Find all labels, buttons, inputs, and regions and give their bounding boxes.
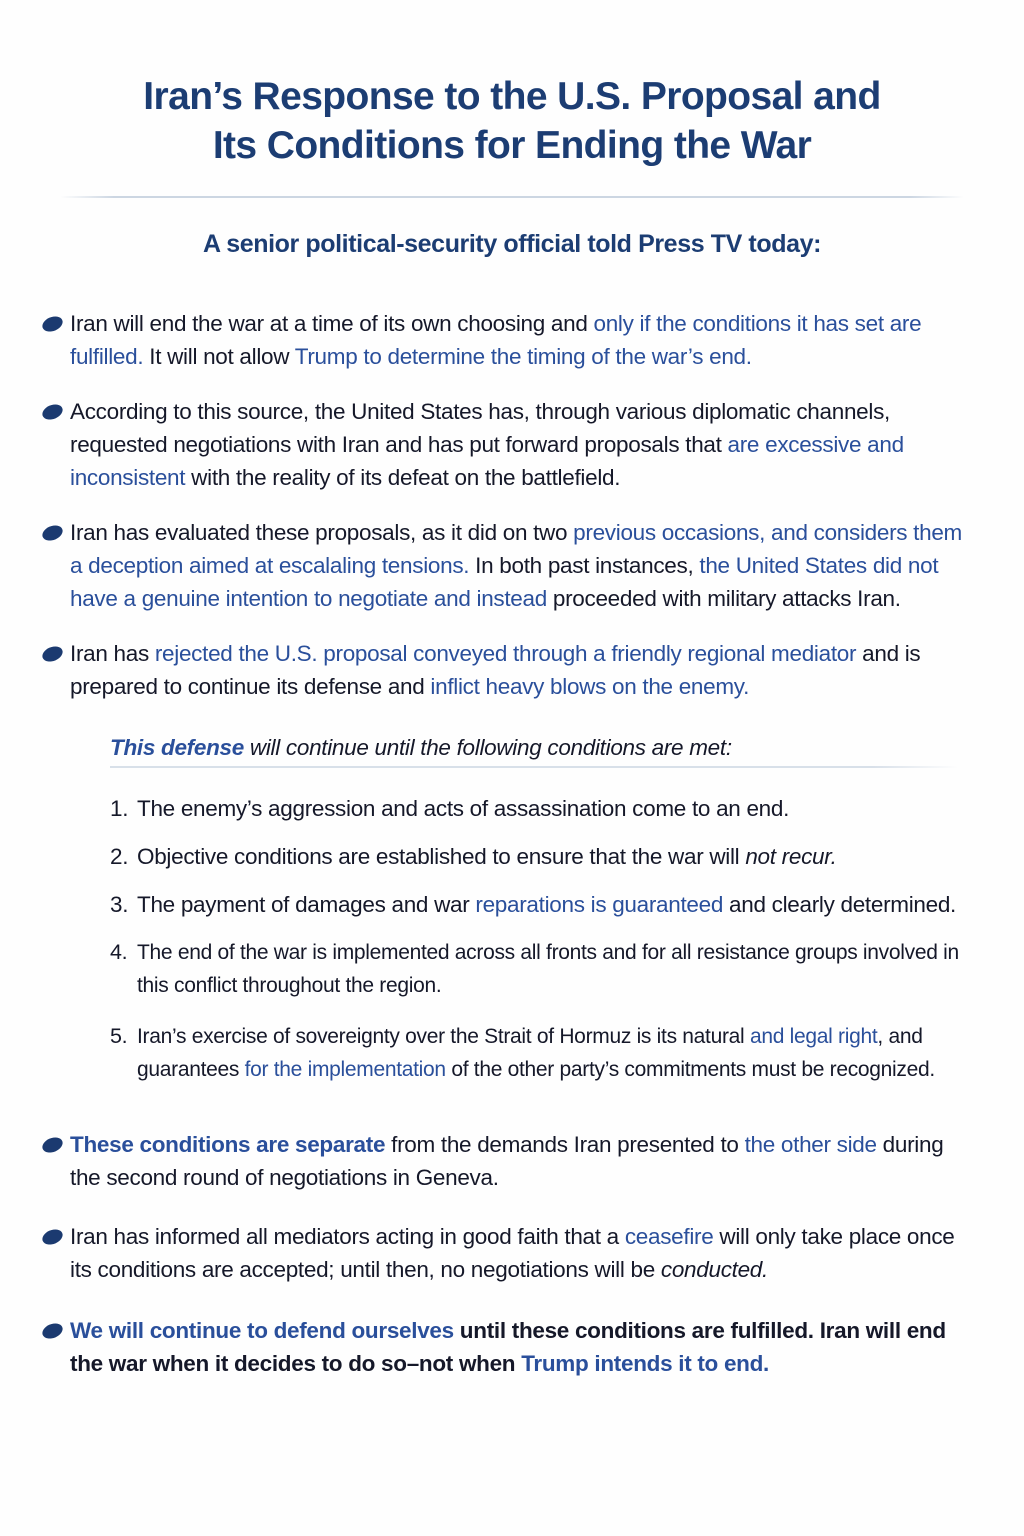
text-segment: during the second round of negotiations in Geneva. [70, 1132, 944, 1191]
bullet-marker-icon [40, 1135, 65, 1156]
condition-text [137, 844, 837, 869]
bullet-marker-icon [40, 644, 65, 665]
text-segment: rejected the U.S. proposal conveyed through a friendly regional mediator [154, 641, 857, 667]
condition-number: 4. [110, 940, 128, 965]
conditions-intro [0, 731, 1024, 764]
bullet-text [70, 399, 904, 490]
bullet-item [0, 1128, 1024, 1194]
page-title-line1: Iran’s Response to the U.S. Proposal and [143, 75, 881, 119]
bullet-text [70, 641, 920, 699]
text-segment: The enemy’s aggression and acts of assassination come to an end. [137, 796, 790, 822]
text-segment: will continue until the following conditions are met: [243, 735, 732, 761]
text-segment: only if the conditions it has set are fulfilled. [70, 311, 922, 370]
text-segment: Trump to determine the timing of the war’s end. [294, 344, 752, 370]
condition-text [137, 796, 789, 821]
bullet-text [70, 1132, 943, 1190]
text-segment: and clearly determined. [723, 892, 957, 918]
page-title-line2: Its Conditions for Ending the War [212, 124, 812, 168]
bullet-item [0, 516, 1024, 615]
bullet-text [70, 1224, 955, 1282]
bullet-list [0, 307, 1024, 703]
bullet-item [0, 395, 1024, 494]
text-segment: previous occasions, and considers them a deception aimed at escalaling tensions. [70, 520, 962, 579]
text-segment: conducted. [660, 1257, 768, 1283]
bullet-marker-icon [40, 1321, 65, 1342]
condition-item [0, 936, 1024, 1002]
text-segment: According to this source, the United States has, through various diplomatic channels, requested negotiations with Iran and has put forward proposals that [70, 399, 890, 458]
bullet-item [0, 307, 1024, 373]
text-segment: and is prepared to continue its defense and [70, 641, 921, 700]
condition-number: 1. [110, 796, 129, 822]
condition-number: 3. [110, 892, 129, 918]
bullet-marker-icon [40, 1227, 65, 1248]
text-segment: not recur. [745, 844, 837, 870]
page-title [0, 72, 1024, 170]
text-segment: Trump intends it to end. [521, 1351, 769, 1377]
text-segment: are excessive and inconsistent [70, 432, 904, 491]
condition-text [137, 941, 959, 997]
text-segment: of the other party’s commitments must be recognized. [445, 1058, 935, 1082]
text-segment: We will continue to defend ourselves [70, 1318, 454, 1344]
bullet-item [0, 1220, 1024, 1286]
bullet-marker-icon [40, 402, 65, 423]
conditions-list [0, 792, 1024, 1086]
text-segment: Iran has informed all mediators acting in good faith that a [70, 1224, 625, 1250]
text-segment: The payment of damages and war [137, 892, 476, 918]
bullet-text [70, 520, 962, 611]
text-segment: for the implementation [244, 1058, 446, 1082]
bullet-marker-icon [40, 523, 65, 544]
bullet-marker-icon [40, 314, 65, 335]
condition-item [0, 792, 1024, 825]
text-segment: inflict heavy blows on the enemy. [430, 674, 750, 700]
text-segment: the United States did not have a genuine intention to negotiate and instead [70, 553, 939, 612]
condition-item [0, 840, 1024, 873]
text-segment: until these conditions are fulfilled. Iran will end the war when it decides to do so–not when [70, 1318, 946, 1377]
text-segment: from the demands Iran presented to [385, 1132, 745, 1158]
text-segment: It will not allow [143, 344, 295, 370]
text-segment: Iran has [70, 641, 155, 667]
text-segment: Iran’s exercise of sovereignty over the Strait of Hormuz is its natural [137, 1025, 750, 1049]
text-segment: , and guarantees [137, 1025, 923, 1082]
condition-text [137, 892, 956, 917]
text-segment: Iran has evaluated these proposals, as it did on two [70, 520, 574, 546]
bullet-text [70, 1318, 946, 1376]
text-segment: This defense [110, 735, 244, 761]
condition-item [0, 888, 1024, 921]
conditions-section [0, 731, 1024, 1086]
condition-text [137, 1025, 935, 1081]
text-segment: The end of the war is implemented across all fronts and for all resistance groups involved in this conflict throughout the region. [137, 941, 959, 998]
bullet-text [70, 311, 921, 369]
condition-number: 2. [110, 844, 129, 870]
text-segment: and legal right [749, 1025, 878, 1049]
text-segment: ceasefire [624, 1224, 714, 1250]
text-segment: In both past instances, [469, 553, 700, 579]
conditions-divider [110, 766, 958, 768]
text-segment: These conditions are separate [70, 1132, 386, 1158]
text-segment: proceeded with military attacks Iran. [546, 586, 901, 612]
condition-item [0, 1020, 1024, 1086]
text-segment: Iran will end the war at a time of its own choosing and [70, 311, 594, 337]
bullet-item [0, 1314, 1024, 1380]
text-segment: will only take place once its conditions are accepted; until then, no negotiations will be [70, 1224, 955, 1283]
text-segment: Objective conditions are established to ensure that the war will [137, 844, 746, 870]
subtitle: A senior political-security official told Press TV today: [202, 230, 822, 259]
title-divider [60, 196, 964, 198]
text-segment: with the reality of its defeat on the battlefield. [185, 465, 621, 491]
text-segment: reparations is guaranteed [475, 892, 724, 918]
text-segment: the other side [744, 1132, 877, 1158]
bullet-item [0, 637, 1024, 703]
condition-number: 5. [110, 1024, 128, 1049]
closing-bullet-list [0, 1128, 1024, 1380]
